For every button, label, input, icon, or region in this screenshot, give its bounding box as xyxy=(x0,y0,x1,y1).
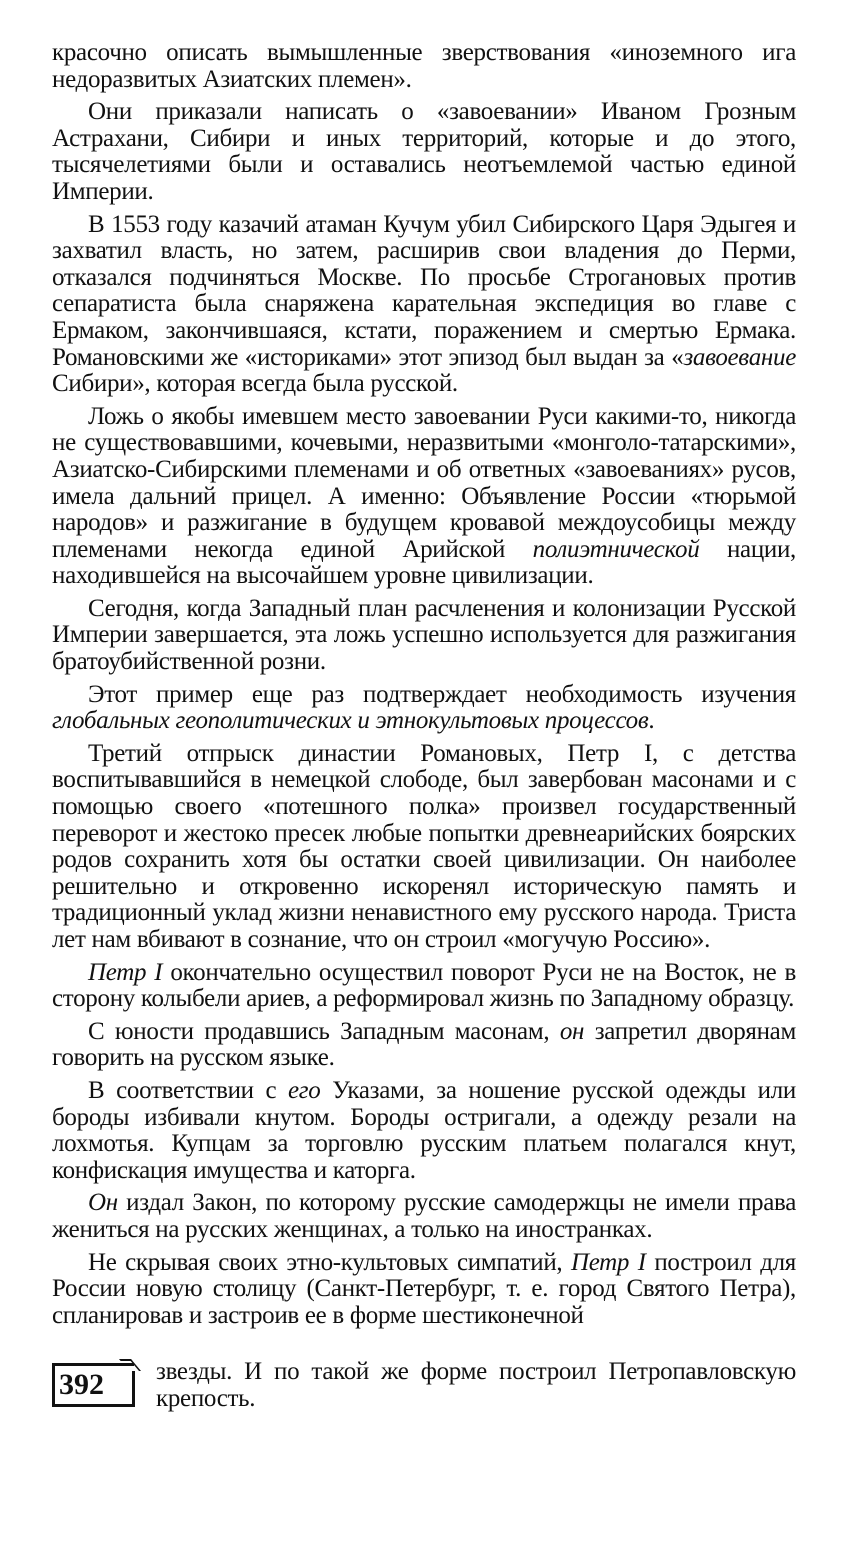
paragraph xyxy=(52,99,796,205)
page-number: 392 xyxy=(52,1363,134,1407)
italic-text: глобальных геополитических и этнокультовых процессов xyxy=(52,707,649,735)
paragraph xyxy=(52,682,796,735)
paragraph xyxy=(52,1190,796,1243)
paragraph xyxy=(52,40,796,93)
text-run: С юности продавшись Западным масонам, xyxy=(88,1017,560,1045)
page-number-frame xyxy=(132,1371,135,1407)
text-run: В 1553 году казачий атаман Кучум убил Сибирского Царя Эдыгея и захватил власть, но затем, расширив свои владения до Перми, отказался подчиняться Москве. По просьбе Строгановых против сепаратиста была снаряжена карательная экспедиция во главе с Ермаком, закончившаяся, кстати, поражением и смертью Ермака. Романовскими же «историками» этот эпизод был выдан за « xyxy=(52,210,796,371)
text-run: Третий отпрыск династии Романовых, Петр I, с детства воспитывавшийся в немецкой слободе, был завербован масонами и с помощью своего «потешного полка» произвел государственный переворот и жестоко пресек любые попытки древнеарийских боярских родов сохранить хотя бы остатки своей цивилизации. Он наиболее решительно и откровенно искоренял историческую память и традиционный уклад жизни ненавистного ему русского народа. Триста лет нам вбивают в сознание, что он строил «могучую Россию». xyxy=(52,739,796,953)
italic-text: завоевание xyxy=(683,343,796,371)
paragraph xyxy=(52,1078,796,1184)
paragraph xyxy=(52,212,796,398)
text-run: Указами, за ношение русской одежды или бороды избивали кнутом. Бороды остригали, а одежду резали на лохмотья. Купцам за торговлю русским платьем полагался кнут, конфискация имущества и каторга. xyxy=(52,1076,796,1184)
text-run: Сибири», которая всегда была русской. xyxy=(52,370,458,398)
text-run: Этот пример еще раз подтверждает необходимость изучения xyxy=(88,680,796,708)
page-body xyxy=(52,40,796,1335)
page-footer xyxy=(52,1359,796,1419)
italic-text: его xyxy=(288,1076,321,1104)
paragraph xyxy=(52,960,796,1013)
text-run: красочно описать вымышленные зверствования «иноземного ига недоразвитых Азиатских племен». xyxy=(52,39,796,93)
paragraph xyxy=(52,596,796,676)
italic-text: Петр I xyxy=(88,958,163,986)
text-run: построил для России новую столицу (Санкт-Петербург, т. е. город Святого Петра), спланировав и застроив ее в форме шестиконечной xyxy=(52,1248,797,1329)
paragraph xyxy=(52,1019,796,1072)
text-run: запретил дворянам говорить на русском языке. xyxy=(52,1017,796,1072)
text-run: В соответствии с xyxy=(88,1076,289,1104)
text-run: издал Закон, по которому русские самодержцы не имели права жениться на русских женщинах, а только на иностранках. xyxy=(52,1189,796,1243)
text-run: нации, находившейся на высочайшем уровне цивилизации. xyxy=(52,535,796,590)
italic-text: полиэтнической xyxy=(532,535,700,563)
text-run: Не скрывая своих этно-культовых симпатий, xyxy=(88,1248,571,1276)
paragraph xyxy=(52,1250,796,1330)
paragraph xyxy=(52,404,796,590)
paragraph xyxy=(52,741,796,954)
text-run: Они приказали написать о «завоевании» Иваном Грозным Астрахани, Сибири и иных территорий, которые и до этого, тысячелетиями были и оставались неотъемлемой частью единой Империи. xyxy=(52,98,796,205)
italic-text: он xyxy=(559,1017,585,1045)
italic-text: Он xyxy=(88,1189,118,1217)
text-run: . xyxy=(648,707,655,735)
paragraph-continuation: звезды. И по такой же форме построил Петропавловскую крепость. xyxy=(156,1358,796,1412)
text-run: Ложь о якобы имевшем место завоевании Руси какими-то, никогда не существовавшими, кочевыми, неразвитыми «монголо-татарскими», Азиатско-Сибирскими племенами и об ответных «завоеваниях» русов, имела дальний прицел. А именно: Объявление России «тюрьмой народов» и разжигание в будущем кровавой междоусобицы между племенами некогда единой Арийской xyxy=(52,402,796,563)
text-run: окончательно осуществил поворот Руси не на Восток, не в сторону колыбели ариев, а реформировал жизнь по Западному образцу. xyxy=(52,958,796,1013)
text-run: Сегодня, когда Западный план расчленения и колонизации Русской Империи завершается, эта ложь успешно используется для разжигания братоубийственной розни. xyxy=(52,594,796,676)
italic-text: Петр I xyxy=(570,1248,646,1276)
